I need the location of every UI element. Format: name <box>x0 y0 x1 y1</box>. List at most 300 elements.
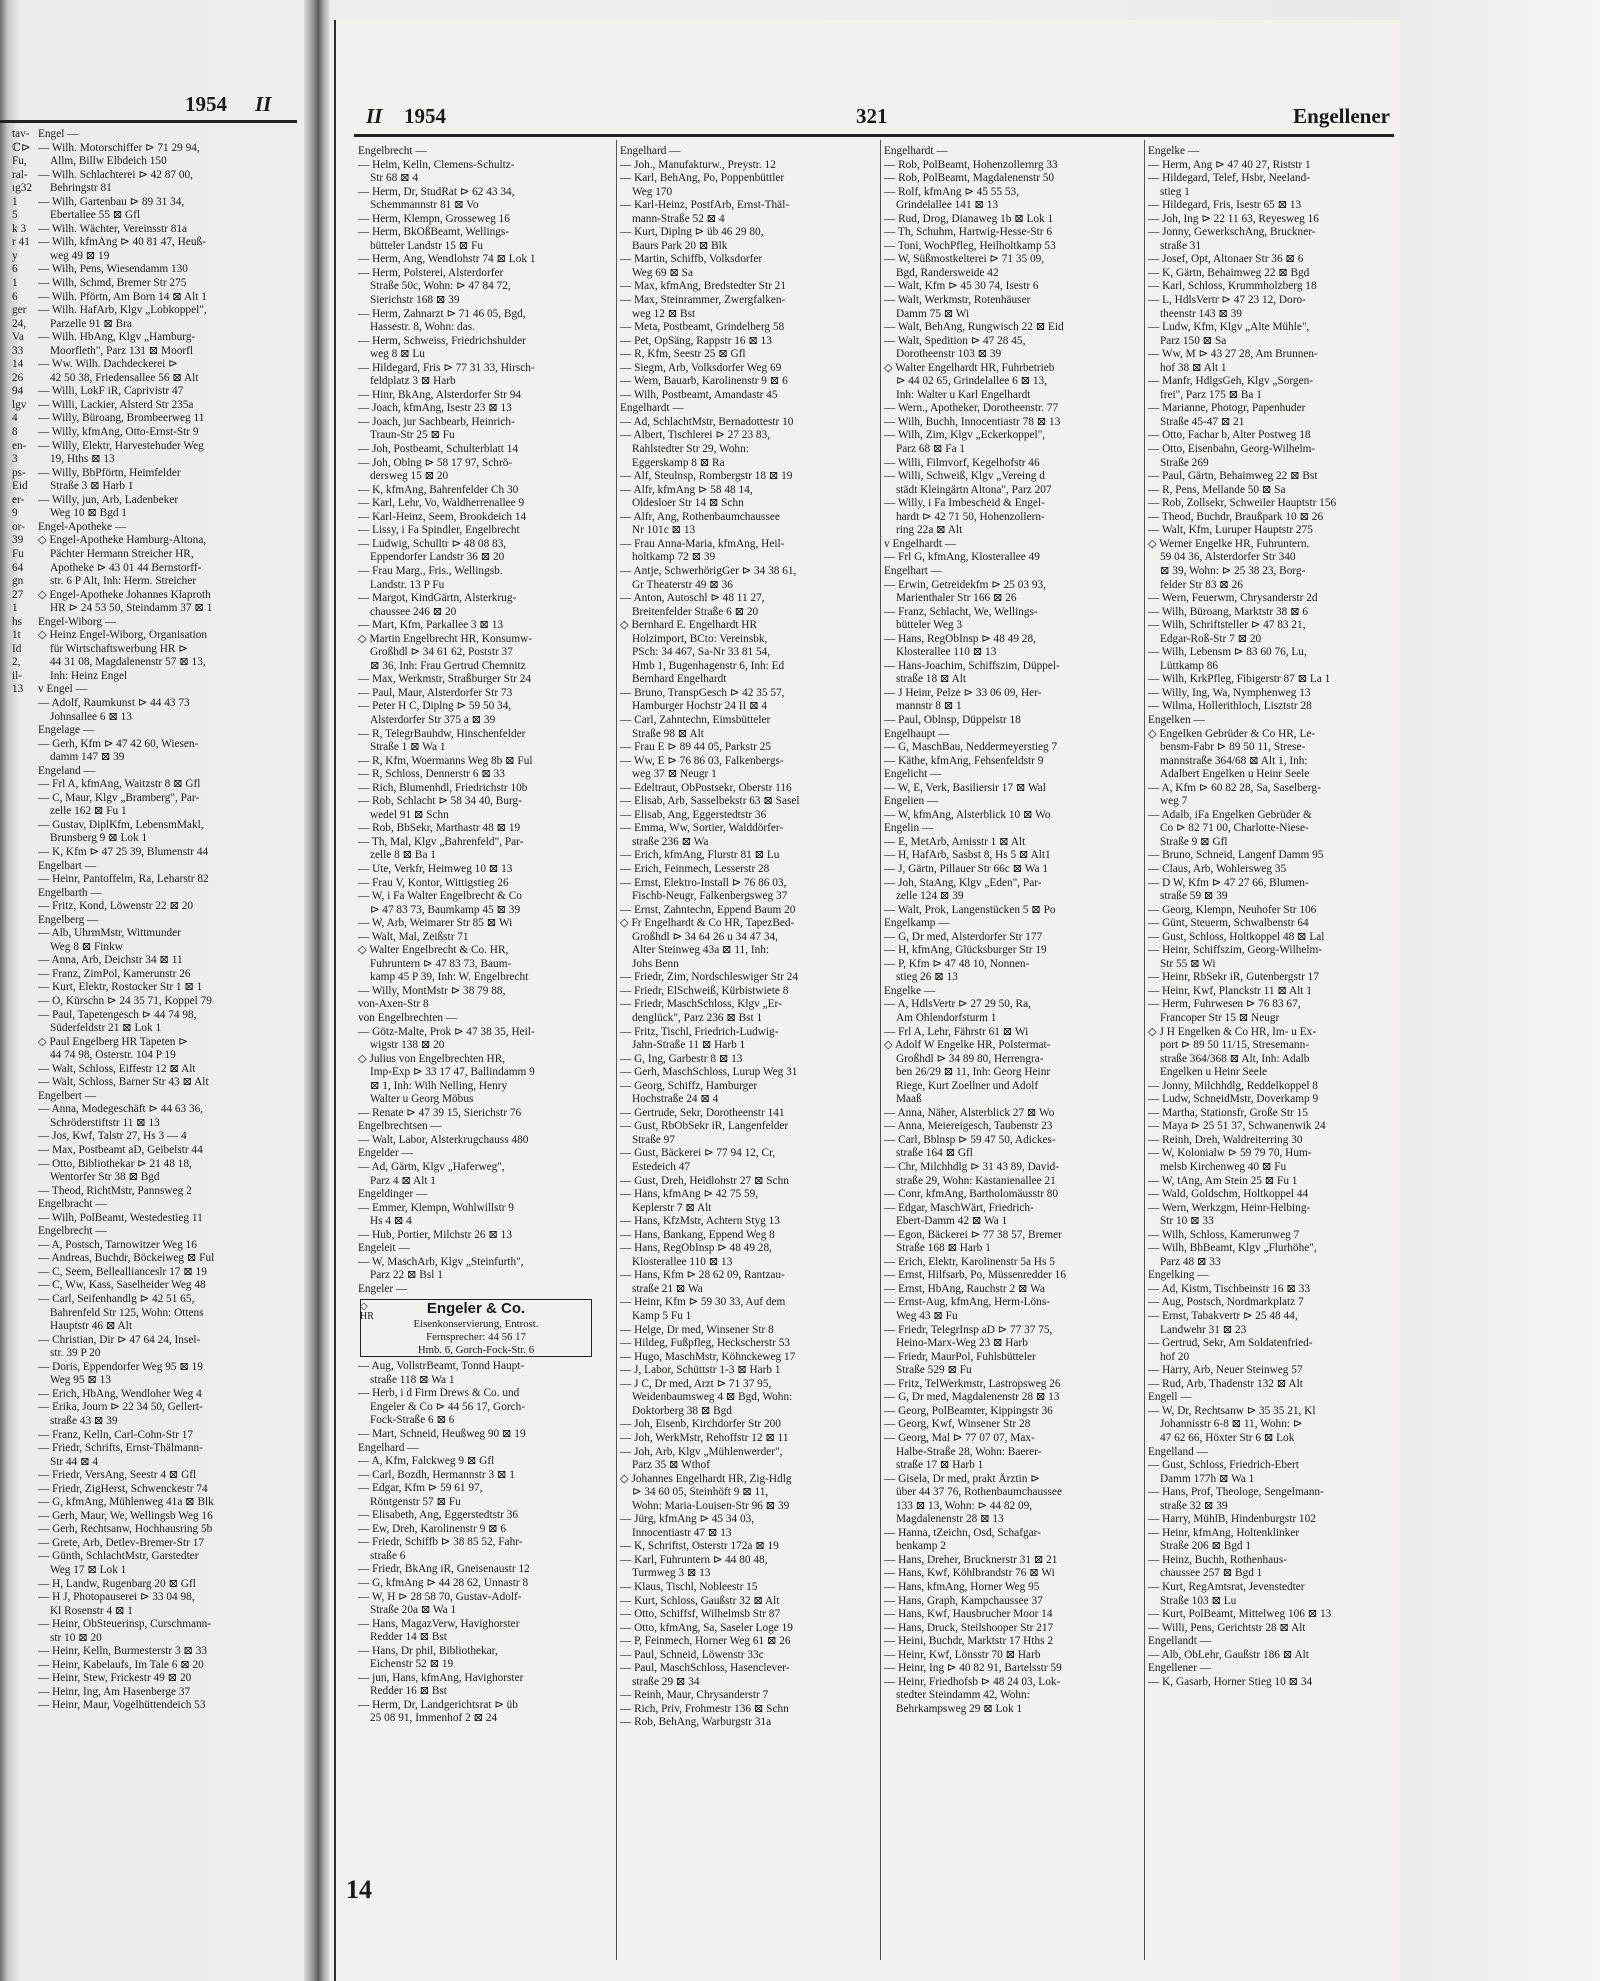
directory-entry-line: zelle 8 ⊠ Ba 1 <box>370 849 436 862</box>
directory-entry-line: damm 147 ⊠ 39 <box>50 751 125 764</box>
right-page-header <box>336 104 1402 132</box>
directory-entry-line: Rahlstedter Str 29, Wohn: <box>632 443 749 456</box>
directory-entry-line: — Frl G, kfmAng, Klosterallee 49 <box>884 551 1040 564</box>
directory-entry-line: 5 <box>12 209 18 222</box>
directory-entry-line: stedter Steindamm 42, Wohn: <box>896 1689 1030 1702</box>
directory-entry-line: — Willy, kfmAng, Otto-Ernst-Str 9 <box>38 426 199 439</box>
directory-entry-line: Röntgenstr 57 ⊠ Fu <box>370 1495 461 1508</box>
directory-entry-line: 4 <box>12 412 18 425</box>
directory-entry-line: Straße 45-47 ⊠ 21 <box>1160 415 1245 428</box>
directory-entry-line: — Walt, Kfm, Luruper Hauptstr 275 <box>1148 524 1313 537</box>
directory-entry-line: — Wilh, Schriftsteller ⊳ 47 83 21, <box>1148 619 1306 632</box>
directory-entry-line: Co ⊳ 82 71 00, Charlotte-Niese- <box>1160 822 1309 835</box>
directory-entry-line: — Ad, Kistm, Tischbeinstr 16 ⊠ 33 <box>1148 1282 1310 1295</box>
directory-entry-line: — Anton, Autoschl ⊳ 48 11 27, <box>620 592 765 605</box>
directory-entry-line: — Mart, Kfm, Parkallee 3 ⊠ 13 <box>358 619 503 632</box>
ad-line: Hmb. 6, Gorch-Fock-Str. 6 <box>417 1343 535 1356</box>
directory-entry-line: — Wilh, BbBeamt, Klgv „Flurhöhe", <box>1148 1242 1317 1255</box>
directory-entry-line: — W, kfmAng, Alsterblick 10 ⊠ Wo <box>884 808 1051 821</box>
directory-entry-line: — Kurt, Schloss, Gaußstr 32 ⊠ Alt <box>620 1594 780 1607</box>
directory-entry-line: straße 21 ⊠ Wa <box>632 1282 703 1295</box>
surname-heading: v Engelhardt — <box>884 537 957 550</box>
directory-entry-line: Inh: Walter u Karl Engelhardt <box>896 388 1031 401</box>
directory-entry-line: — Peter H C, Diplng ⊳ 59 50 34, <box>358 700 512 713</box>
directory-entry-line: — Frl A, kfmAng, Waitzstr 8 ⊠ Gfl <box>38 778 201 791</box>
directory-entry-line: y <box>12 249 18 262</box>
directory-entry-line: — Reinh, Dreh, Waldreiterring 30 <box>1148 1133 1303 1146</box>
directory-entry-line: — Anna, Arb, Deichstr 34 ⊠ 11 <box>38 954 183 967</box>
directory-entry-line: Großhdl ⊳ 34 61 62, Poststr 37 <box>370 646 513 659</box>
directory-entry-line: 2, <box>12 656 21 669</box>
directory-entry-line: straße 29 ⊠ 34 <box>632 1675 700 1688</box>
directory-entry-line: ◇ Engel-Apotheke Johannes Klaproth <box>38 588 211 601</box>
directory-entry-line: — W, i Fa Walter Engelbrecht & Co <box>358 890 522 903</box>
directory-entry-line: — Herm, Ang, Wendlohstr 74 ⊠ Lok 1 <box>358 253 536 266</box>
directory-entry-line: — Heinr, Kfm ⊳ 59 30 33, Auf dem <box>620 1296 786 1309</box>
directory-entry-line: Weg 95 ⊠ 13 <box>50 1374 111 1387</box>
directory-entry-line: lgv <box>12 398 27 411</box>
directory-entry-line: Klosterallee 110 ⊠ 13 <box>632 1255 733 1268</box>
directory-entry-line: Parz 150 ⊠ Sa <box>1160 334 1227 347</box>
directory-entry-line: Eid <box>12 480 28 493</box>
directory-entry-line: — Wilh. HafArb, Klgv „Lobkoppel", <box>38 304 207 317</box>
directory-entry-line: str 10 ⊠ 20 <box>50 1631 102 1644</box>
directory-entry-line: — Wilma, Hollerithloch, Lisztstr 28 <box>1148 700 1312 713</box>
header-volume: II <box>366 104 383 128</box>
directory-entry-line: von-Axen-Str 8 <box>358 998 429 1011</box>
directory-entry-line: Behringstr 81 <box>50 182 112 195</box>
directory-entry-line: — Jonny, GewerkschAng, Bruckner- <box>1148 226 1316 239</box>
directory-entry-line: Am Ohlendorfsturm 1 <box>896 1012 997 1024</box>
directory-entry-line: — Th, Mal, Klgv „Bahrenfeld", Par- <box>358 835 524 848</box>
directory-entry-line: dersweg 15 ⊠ 20 <box>370 470 449 483</box>
directory-entry-line: — Heinr, kfmAng, Holtenklinker <box>1148 1526 1300 1539</box>
directory-entry-line: felder Str 83 ⊠ 26 <box>1160 578 1243 591</box>
directory-entry-line: — Willy, jun, Arb, Ladenbeker <box>38 493 179 506</box>
surname-heading: Engelbert — <box>38 1089 97 1102</box>
column-divider <box>880 140 881 1960</box>
directory-entry-line: — Wilh, Lebensm ⊳ 83 60 76, Lu, <box>1148 646 1307 659</box>
directory-entry-line: — K, kfmAng, Bahrenfelder Ch 30 <box>358 483 519 496</box>
surname-heading: Engelage — <box>38 724 95 737</box>
directory-entry-line: — Christian, Dir ⊳ 47 64 24, Insel- <box>38 1333 201 1346</box>
directory-entry-line: — Josef, Opt, Altonaer Str 36 ⊠ 6 <box>1148 253 1304 266</box>
directory-entry-line: Traun-Str 25 ⊠ Fu <box>370 429 455 442</box>
directory-entry-line: — W, MaschArb, Klgv „Steinfurth", <box>358 1255 524 1268</box>
directory-entry-line: — R, Pens, Mellande 50 ⊠ Sa <box>1148 483 1286 496</box>
directory-entry-line: — Heinr, Schiffszim, Georg-Wilhelm- <box>1148 944 1323 957</box>
directory-entry-line: — Wern., Apotheker, Dorotheenstr. 77 <box>884 402 1059 415</box>
column-1-entries-bottom <box>358 1360 613 1726</box>
directory-entry-line: straße 43 ⊠ 39 <box>50 1414 118 1427</box>
directory-entry-line: straße 6 <box>370 1549 406 1562</box>
directory-entry-line: — H, HafArb, Sasbst 8, Hs 5 ⊠ Alt1 <box>884 849 1051 862</box>
directory-entry-line: str. 39 P 20 <box>50 1347 101 1360</box>
directory-entry-line: — C, Maur, Klgv „Bramberg", Par- <box>38 791 200 804</box>
directory-entry-line: — Willy, Ing, Wa, Nymphenweg 13 <box>1148 686 1311 699</box>
surname-heading: Engelke — <box>884 984 936 997</box>
directory-entry-line: Hassestr. 8, Wohn: das. <box>370 321 475 334</box>
directory-entry-line: — G, Dr med, Magdalenenstr 28 ⊠ 13 <box>884 1391 1060 1404</box>
directory-entry-line: — Willi, Lackier, Alsterd Str 235a <box>38 398 194 411</box>
right-page <box>334 20 1402 1981</box>
directory-entry-line: — Frau E ⊳ 89 44 05, Parkstr 25 <box>620 741 771 754</box>
left-header-year: 1954 <box>185 92 227 116</box>
directory-entry-line: Weg 170 <box>632 185 673 198</box>
directory-entry-line: 13 <box>12 683 24 696</box>
directory-entry-line: — Franz, Kelln, Carl-Cohn-Str 17 <box>38 1428 193 1441</box>
directory-entry-line: — E, MetArb, Arnisstr 1 ⊠ Alt <box>884 835 1026 848</box>
ad-line: Fernsprecher: 44 56 17 <box>426 1331 526 1344</box>
directory-entry-line: Schemmannstr 81 ⊠ Vo <box>370 199 479 212</box>
directory-entry-line: — C, Ww, Kass, Saselheider Weg 48 <box>38 1279 206 1292</box>
directory-entry-line: Hauptstr 46 ⊠ Alt <box>50 1320 132 1333</box>
directory-entry-line: — Max, Steinrammer, Zwergfalken- <box>620 294 786 307</box>
directory-entry-line: — Hanna, tZeichn, Osd, Schafgar- <box>884 1526 1041 1539</box>
directory-entry-line: — K, Schriftst, Osterstr 172a ⊠ 19 <box>620 1540 779 1553</box>
directory-entry-line: — G, kfmAng ⊳ 44 28 62, Unnastr 8 <box>358 1577 529 1590</box>
directory-entry-line: Straße 20a ⊠ Wa 1 <box>370 1604 457 1617</box>
directory-entry-line: — Manfr, HdlgsGeh, Klgv „Sorgen- <box>1148 375 1314 388</box>
directory-entry-line: — Gust, Schloss, Holtkoppel 48 ⊠ Lal <box>1148 930 1325 943</box>
directory-entry-line: — Wilh, Zim, Klgv „Eckerkoppel", <box>884 429 1046 442</box>
directory-entry-line: denglück", Parz 236 ⊠ Bst 1 <box>632 1012 763 1024</box>
directory-entry-line: — Rob, Zollsekr, Schweiler Hauptstr 156 <box>1148 497 1337 510</box>
directory-entry-line: Bgd, Randersweide 42 <box>896 266 999 279</box>
directory-entry-line: weg 8 ⊠ Lu <box>370 348 425 361</box>
directory-entry-line: — Hans-Joachim, Schiffszim, Düppel- <box>884 659 1060 672</box>
directory-entry-line: ral- <box>12 168 28 181</box>
directory-entry-line: Dorotheenstr 103 ⊠ 39 <box>896 348 1002 361</box>
directory-entry-line: — Martin, Schiffb, Volksdorfer <box>620 253 763 266</box>
directory-entry-line: — Willy, Büroang, Brombeerweg 11 <box>38 412 205 425</box>
directory-entry-line: — Conr, kfmAng, Bartholomäusstr 80 <box>884 1188 1059 1201</box>
directory-entry-line: — Rud, Drog, Dianaweg 1b ⊠ Lok 1 <box>884 212 1054 225</box>
directory-entry-line: Eggerskamp 8 ⊠ Ra <box>632 456 725 469</box>
directory-entry-line: — W, Dr, Rechtsanw ⊳ 35 35 21, Kl <box>1148 1404 1316 1417</box>
directory-entry-line: Damm 75 ⊠ Wi <box>896 307 970 320</box>
directory-entry-line: — Marianne, Photogr, Papenhuder <box>1148 402 1306 415</box>
scan-right-margin <box>1400 0 1600 1981</box>
directory-entry-line: 19, Hths ⊠ 13 <box>50 453 115 466</box>
header-keyword: Engellener <box>1293 104 1390 128</box>
directory-entry-line: — Walt, BehAng, Rungwisch 22 ⊠ Eid <box>884 321 1064 334</box>
directory-entry-line: HR ⊳ 24 53 50, Steindamm 37 ⊠ 1 <box>50 602 213 615</box>
surname-heading: Engel-Apotheke — <box>38 520 127 533</box>
directory-entry-line: Riege, Kurt Zoellner und Adolf <box>896 1079 1039 1092</box>
directory-entry-line: Straße 206 ⊠ Bgd 1 <box>1160 1540 1252 1553</box>
directory-entry-line: — Ernst, Tabakvertr ⊳ 25 48 44, <box>1148 1310 1298 1323</box>
directory-entry-line: — Herm, Dr, Landgerichtsrat ⊳ üb <box>358 1698 518 1711</box>
directory-entry-line: — Hildegard, Fris ⊳ 77 31 33, Hirsch- <box>358 361 535 374</box>
directory-entry-line: — Friedr, Zim, Nordschleswiger Str 24 <box>620 971 799 984</box>
directory-entry-line: — Ernst, HbAng, Rauchstr 2 ⊠ Wa <box>884 1282 1045 1295</box>
directory-entry-line: ◇ Engelken Gebrüder & Co HR, Le- <box>1148 727 1316 740</box>
directory-entry-line: — Heinr, RbSekr iR, Gutenbergstr 17 <box>1148 971 1319 984</box>
directory-entry-line: hof 20 <box>1160 1350 1190 1363</box>
directory-entry-line: — Friedr, BkAng iR, Gneisenaustr 12 <box>358 1563 530 1576</box>
directory-entry-line: — Hans, Prof, Theologe, Sengelmann- <box>1148 1486 1324 1499</box>
directory-entry-line: Straße 168 ⊠ Harb 1 <box>896 1242 991 1255</box>
directory-entry-line: — Helge, Dr med, Winsener Str 8 <box>620 1323 774 1336</box>
directory-entry-line: Hochstraße 24 ⊠ 4 <box>632 1093 719 1106</box>
directory-entry-line: städt Kleingärtn Altona", Parz 207 <box>896 483 1052 496</box>
directory-entry-line: — Georg, Mal ⊳ 77 07 07, Max- <box>884 1431 1035 1444</box>
directory-entry-line: — Erwin, Getreidekfm ⊳ 25 03 93, <box>884 578 1046 591</box>
directory-entry-line: — A, Kfm ⊳ 60 82 28, Sa, Saselberg- <box>1148 781 1321 794</box>
directory-entry-line: Behrkampsweg 29 ⊠ Lok 1 <box>896 1702 1023 1715</box>
directory-entry-line: Damm 177h ⊠ Wa 1 <box>1160 1472 1255 1485</box>
directory-entry-line: Bahrenfeld Str 125, Wohn: Ottens <box>50 1306 204 1319</box>
directory-entry-line: — Antje, SchwerhörigGer ⊳ 34 38 61, <box>620 564 797 577</box>
directory-entry-line: — Wilh, Postbeamt, Amandastr 45 <box>620 388 778 401</box>
directory-entry-line: — Otto, kfmAng, Sa, Saseler Loge 19 <box>620 1621 793 1634</box>
directory-entry-line: ben 26/29 ⊠ 11, Inh: Georg Heinr <box>896 1066 1051 1079</box>
directory-entry-line: — Heinr, Kabelaufs, Im Tale 6 ⊠ 20 <box>38 1658 204 1671</box>
directory-entry-line: — Wern, Bauarb, Karolinenstr 9 ⊠ 6 <box>620 375 788 388</box>
directory-entry-line: Großhdl ⊳ 34 89 80, Herrengra- <box>896 1052 1044 1065</box>
directory-entry-line: Walter u Georg Möbus <box>370 1093 474 1106</box>
directory-entry-line: — Erich, HbAng, Wendloher Weg 4 <box>38 1387 202 1400</box>
directory-entry-line: Sierichstr 168 ⊠ 39 <box>370 294 460 307</box>
directory-entry-line: — Wilh, Büroang, Marktstr 38 ⊠ 6 <box>1148 605 1309 618</box>
directory-entry-line: — Georg, PolBeamter, Kippingstr 36 <box>884 1404 1053 1417</box>
directory-entry-line: — Joh., Manufakturw., Preystr. 12 <box>620 158 776 171</box>
directory-entry-line: — Bruno, TranspGesch ⊳ 42 35 57, <box>620 686 785 699</box>
directory-entry-line: — Hinr, BkAng, Alsterdorfer Str 94 <box>358 388 522 401</box>
directory-entry-line: ◇ Walter Engelbrecht & Co. HR, <box>358 944 509 957</box>
directory-entry-line: — Willi, Schweiß, Klgv „Vereing d <box>884 470 1045 483</box>
surname-heading: Engelland — <box>1148 1445 1208 1458</box>
directory-entry-line: Magdalenenstr 28 ⊠ 13 <box>896 1513 1004 1526</box>
surname-heading: Engelhard — <box>620 145 681 157</box>
directory-entry-line: — Walt, Spedition ⊳ 47 28 45, <box>884 334 1026 347</box>
directory-entry-line: — Joh, Arb, Klgv „Mühlenwerder", <box>620 1445 783 1458</box>
directory-entry-line: chaussee 257 ⊠ Bgd 1 <box>1160 1567 1263 1580</box>
directory-entry-line: straße 18 ⊠ Alt <box>896 673 967 686</box>
directory-entry-line: stieg 1 <box>1160 185 1190 198</box>
directory-entry-line: tav- <box>12 128 30 140</box>
directory-entry-line: — Wald, Goldschm, Holtkoppel 44 <box>1148 1188 1309 1201</box>
directory-entry-line: wigstr 138 ⊠ 20 <box>370 1039 445 1052</box>
directory-entry-line: Ebertallee 55 ⊠ Gfl <box>50 209 141 222</box>
directory-entry-line: — Willy, BbPförtn, Heimfelder <box>38 466 181 479</box>
directory-entry-line: — Herm, Polsterei, Alsterdorfer <box>358 266 504 279</box>
directory-entry-line: — Kurt, PolBeamt, Mittelweg 106 ⊠ 13 <box>1148 1608 1332 1621</box>
directory-entry-line: — Wilh, Schloss, Kamerunweg 7 <box>1148 1228 1300 1241</box>
directory-entry-line: — G, MaschBau, Neddermeyerstieg 7 <box>884 741 1058 754</box>
directory-entry-line: — Herm, Ang ⊳ 47 40 27, Riststr 1 <box>1148 158 1311 171</box>
directory-entry-line: — Heinr, ObSteuerinsp, Curschmann- <box>38 1618 212 1631</box>
directory-entry-line: Adalbert Engelken u Heinr Seele <box>1160 768 1310 781</box>
directory-entry-line: ⊠ 39, Wohn: ⊳ 25 38 23, Borg- <box>1160 564 1306 577</box>
directory-entry-line: ℂ⊳ <box>12 141 31 154</box>
directory-entry-line: gn <box>12 575 24 588</box>
directory-entry-line: — Theod, RichtMstr, Pannsweg 2 <box>38 1184 192 1197</box>
directory-entry-line: Straße 9 ⊠ Gfl <box>1160 835 1228 848</box>
directory-entry-line: — Ad, Gärtn, Klgv „Haferweg", <box>358 1161 505 1174</box>
directory-entry-line: — Helm, Kelln, Clemens-Schultz- <box>358 158 515 171</box>
directory-entry-line: — Harry, Arb, Neuer Steinweg 57 <box>1148 1364 1303 1377</box>
directory-entry-line: — jun, Hans, kfmAng, Havighorster <box>358 1671 524 1684</box>
left-page <box>0 0 300 1981</box>
directory-entry-line: 6 <box>12 263 18 276</box>
directory-entry-line: — Ernst-Aug, kfmAng, Herm-Löns- <box>884 1296 1050 1309</box>
directory-entry-line: — Wilh, kfmAng ⊳ 40 81 47, Heuß- <box>38 236 206 249</box>
directory-entry-line: — Ute, Verkfr, Heimweg 10 ⊠ 13 <box>358 862 513 875</box>
directory-entry-line: — Götz-Malte, Prok ⊳ 47 38 35, Heil- <box>358 1025 535 1038</box>
directory-entry-line: straße 29, Wohn: Kastanienallee 21 <box>896 1174 1056 1187</box>
directory-entry-line: frei", Parz 175 ⊠ Ba 1 <box>1160 388 1262 401</box>
directory-entry-line: — Grete, Arb, Detlev-Bremer-Str 17 <box>38 1536 205 1549</box>
directory-entry-line: — Paul, Tapetengesch ⊳ 44 74 98, <box>38 1008 197 1021</box>
directory-entry-line: ◇ Adolf W Engelke HR, Polstermat- <box>884 1039 1051 1052</box>
directory-entry-line: feldplatz 3 ⊠ Harb <box>370 375 456 388</box>
directory-entry-line: mannstraße 364/68 ⊠ Alt 1, Inh: <box>1160 754 1308 767</box>
directory-entry-line: — Fritz, TelWerkmstr, Lastropsweg 26 <box>884 1377 1061 1390</box>
directory-entry-line: zelle 162 ⊠ Fu 1 <box>50 805 127 818</box>
directory-entry-line: — Friedr, ElSchweiß, Kürbistwiete 8 <box>620 984 789 997</box>
directory-entry-line: ◇ Johannes Engelhardt HR, Zig-Hdlg <box>620 1472 792 1485</box>
directory-entry-line: ◇ Werner Engelke HR, Fuhruntern. <box>1148 537 1310 550</box>
surname-heading: Engeldinger — <box>358 1188 428 1201</box>
surname-heading: Engeland — <box>38 764 95 777</box>
surname-heading: Engelicht — <box>884 768 942 781</box>
directory-entry-line: Doktorberg 38 ⊠ Bgd <box>632 1404 732 1417</box>
directory-entry-line: 1 <box>12 277 18 290</box>
directory-entry-line: Parz 4 ⊠ Alt 1 <box>370 1174 436 1187</box>
directory-entry-line: — Rolf, kfmAng ⊳ 45 55 53, <box>884 185 1019 198</box>
directory-entry-line: str. 6 P Alt, Inh: Herm. Streicher <box>50 575 197 588</box>
directory-entry-line: 64 <box>12 561 24 574</box>
surname-heading: Engelhart — <box>884 564 943 577</box>
directory-entry-line: Id <box>12 642 22 655</box>
directory-entry-line: — Ludw, Kfm, Klgv „Alte Mühle", <box>1148 321 1310 334</box>
directory-entry-line: — Hans, kfmAng, Horner Weg 95 <box>884 1580 1040 1593</box>
directory-entry-line: — P, Kfm ⊳ 47 48 10, Nonnen- <box>884 957 1030 970</box>
directory-entry-line: Str 68 ⊠ 4 <box>370 172 419 185</box>
directory-entry-line: hardt ⊳ 42 71 50, Hohenzollern- <box>896 510 1045 523</box>
ad-title: Engeler & Co. <box>426 1300 526 1318</box>
directory-entry-line: Johs Benn <box>632 957 679 970</box>
directory-entry-line: Parz 35 ⊠ Wthof <box>632 1459 710 1472</box>
directory-entry-line: Johnsallee 6 ⊠ 13 <box>50 710 132 723</box>
directory-entry-line: — Joh, Postbeamt, Schulterblatt 14 <box>358 443 519 456</box>
left-header-volume: II <box>255 92 272 116</box>
directory-entry-line: Edgar-Roß-Str 7 ⊠ 20 <box>1160 632 1262 645</box>
directory-entry-line: — Mart, Schneid, Heußweg 90 ⊠ 19 <box>358 1428 526 1440</box>
directory-entry-line: 44 31 08, Magdalenenstr 57 ⊠ 13, <box>50 656 206 669</box>
directory-entry-line: ⊳ 34 60 05, Steinhöft 9 ⊠ 11, <box>632 1486 769 1499</box>
directory-entry-line: Straße 3 ⊠ Harb 1 <box>50 480 134 493</box>
directory-entry-line: 133 ⊠ 13, Wohn: ⊳ 44 82 09, <box>896 1499 1033 1512</box>
directory-entry-line: — Alfr, kfmAng ⊳ 58 48 14, <box>620 483 753 496</box>
directory-entry-line: — Heinr, Pantoffelm, Ra, Leharstr 82 <box>38 873 209 886</box>
directory-entry-line: Kamp 5 Fu 1 <box>632 1310 692 1323</box>
directory-column-3 <box>884 145 1142 1716</box>
footer-number: 14 <box>346 1875 372 1904</box>
directory-entry-line: Grindelallee 141 ⊠ 13 <box>896 199 999 212</box>
left-page-column <box>38 128 296 1713</box>
header-year: 1954 <box>404 104 446 128</box>
directory-entry-line: — Ad, SchlachtMstr, Bernadottestr 10 <box>620 415 794 428</box>
directory-entry-line: — L, HdlsVertr ⊳ 47 23 12, Doro- <box>1148 294 1306 307</box>
directory-entry-line: Imp-Exp ⊳ 33 17 47, Ballindamm 9 <box>370 1066 535 1079</box>
directory-entry-line: Marienthaler Str 166 ⊠ 26 <box>896 592 1017 605</box>
surname-heading: Engeleit — <box>358 1242 410 1255</box>
diamond-icon: ◇ <box>360 1301 368 1313</box>
directory-entry-line: — W, tAng, Am Stein 25 ⊠ Fu 1 <box>1148 1174 1298 1187</box>
directory-entry-line: zelle 124 ⊠ 39 <box>896 890 964 903</box>
column-1-entries-top <box>358 145 613 1296</box>
directory-entry-line: 25 08 91, Immenhof 2 ⊠ 24 <box>370 1712 498 1725</box>
directory-entry-line: straße 32 ⊠ 39 <box>1160 1499 1228 1512</box>
directory-entry-line: PSch: 34 467, Sa-Nr 33 81 54, <box>632 646 771 659</box>
directory-entry-line: — Ernst, Zahntechn, Eppend Baum 20 <box>620 903 796 916</box>
directory-entry-line: — K, Gärtn, Behaimweg 22 ⊠ Bgd <box>1148 266 1310 279</box>
directory-entry-line: — Franz, ZimPol, Kamerunstr 26 <box>38 967 191 980</box>
directory-entry-line: Straße 269 <box>1160 456 1209 469</box>
directory-entry-line: Kl Rosenstr 4 ⊠ 1 <box>50 1604 133 1617</box>
directory-entry-line: — Hans, MagazVerw, Havighorster <box>358 1617 520 1630</box>
directory-entry-line: Pächter Hermann Streicher HR, <box>50 547 194 560</box>
directory-entry-line: — Friedr, ZigHerst, Schwenckestr 74 <box>38 1482 208 1495</box>
directory-entry-line: — Lissy, i Fa Spindler, Engelbrecht <box>358 524 520 537</box>
directory-entry-line: — J Heinr, Pelze ⊳ 33 06 09, Her- <box>884 686 1042 699</box>
directory-entry-line: 1 <box>12 602 18 615</box>
directory-entry-line: — Käthe, kfmAng, Fehsenfeldstr 9 <box>884 754 1044 767</box>
surname-heading: Engelbrechtsen — <box>358 1120 442 1133</box>
directory-entry-line: — Hugo, MaschMstr, Köhnckeweg 17 <box>620 1350 796 1363</box>
directory-entry-line: Lüttkamp 86 <box>1160 659 1219 672</box>
directory-entry-line: port ⊳ 89 50 11/15, Stresemann- <box>1160 1039 1309 1052</box>
directory-entry-line: Oldesloer Str 14 ⊠ Schn <box>632 497 744 510</box>
directory-entry-line: Va <box>12 331 24 344</box>
advertisement-box <box>360 1299 592 1357</box>
directory-entry-line: — Willy, MontMstr ⊳ 38 79 88, <box>358 984 506 997</box>
directory-entry-line: — Heinr, Stew, Frickestr 49 ⊠ 20 <box>38 1672 192 1685</box>
directory-entry-line: — Alb, UhrmMstr, Wittmunder <box>38 927 181 940</box>
directory-entry-line: r 41 <box>12 236 30 249</box>
directory-entry-line: — Wilh. Schlachterei ⊳ 42 87 00, <box>38 168 194 181</box>
directory-entry-line: — Margot, KindGärtn, Alsterkrug- <box>358 592 517 605</box>
directory-entry-line: — W, H ⊳ 28 58 70, Gustav-Adolf- <box>358 1590 522 1603</box>
surname-heading: Engellandt — <box>1148 1635 1212 1648</box>
directory-entry-line: or- <box>12 520 25 533</box>
directory-entry-line: straße 118 ⊠ Wa 1 <box>370 1373 455 1386</box>
directory-entry-line: straße 31 <box>1160 239 1202 252</box>
directory-entry-line: Str 44 ⊠ 4 <box>50 1455 99 1468</box>
directory-entry-line: hs <box>12 615 23 628</box>
directory-entry-line: Süderfeldstr 21 ⊠ Lok 1 <box>50 1022 162 1035</box>
directory-entry-line: — W, Kolonialw ⊳ 59 79 70, Hum- <box>1148 1147 1312 1160</box>
directory-entry-line: Innocentiastr 47 ⊠ 13 <box>632 1526 732 1539</box>
surname-heading: Engelin — <box>884 822 934 835</box>
directory-entry-line: — Friedr, VersAng, Seestr 4 ⊠ Gfl <box>38 1469 197 1482</box>
directory-entry-line: — Herm, Schweiss, Friedrichshulder <box>358 334 526 347</box>
directory-entry-line: — Paul, Gärtn, Behaimweg 22 ⊠ Bst <box>1148 470 1318 483</box>
directory-entry-line: — Günth, SchlachtMstr, Garstedter <box>38 1550 199 1563</box>
directory-entry-line: Landwehr 31 ⊠ 23 <box>1160 1323 1247 1336</box>
directory-entry-line: Parz 22 ⊠ Bsl 1 <box>370 1269 443 1282</box>
directory-entry-line: Weg 8 ⊠ Finkw <box>50 940 123 953</box>
directory-entry-line: — Joh, WerkMstr, Rehoffstr 12 ⊠ 11 <box>620 1431 789 1444</box>
directory-entry-line: — Willi, LokF iR, Caprivistr 47 <box>38 385 184 398</box>
directory-entry-line: — Doris, Eppendorfer Weg 95 ⊠ 19 <box>38 1360 203 1373</box>
directory-entry-line: 33 <box>12 344 24 357</box>
directory-entry-line: ◇ Walter Engelhardt HR, Fuhrbetrieb <box>884 361 1055 374</box>
directory-entry-line: — Wilh. HbAng, Klgv „Hamburg- <box>38 331 196 344</box>
